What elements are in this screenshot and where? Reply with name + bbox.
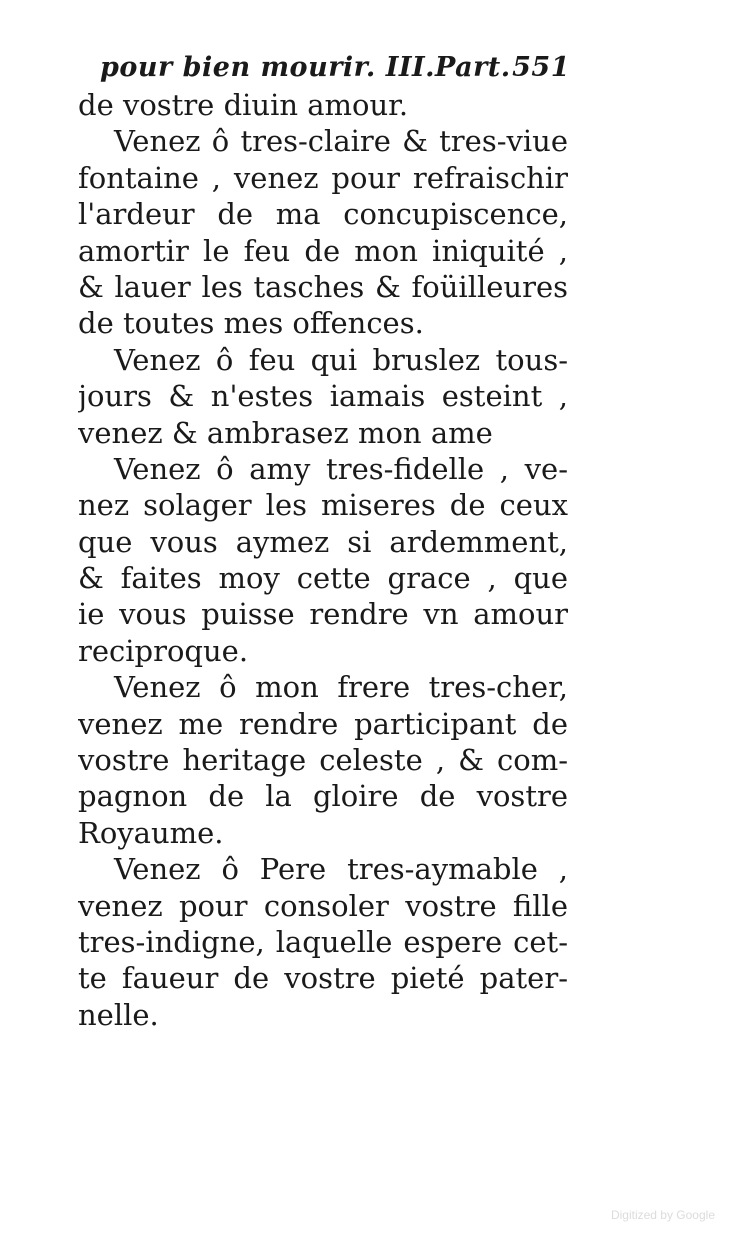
- text-line: reciproque.: [78, 633, 249, 668]
- digitization-watermark: Digitized by Google: [610, 1208, 715, 1222]
- text-line: Venez ô feu qui bruslez tous-: [114, 342, 568, 377]
- text-line: & lauer les tasches & foüilleures: [78, 269, 568, 304]
- page-number: 551: [512, 52, 570, 83]
- text-line: pagnon de la gloire de vostre: [78, 779, 568, 814]
- text-line: Venez ô amy tres-fidelle , ve-: [114, 451, 568, 486]
- text-line: fontaine , venez pour refraischir: [78, 160, 568, 195]
- text-line: jours & n'estes iamais esteint ,: [78, 379, 568, 414]
- text-line: de toutes mes offences.: [78, 306, 424, 341]
- text-line: Venez ô mon frere tres-cher,: [114, 670, 568, 705]
- text-line: & faites moy cette grace , que: [78, 561, 568, 596]
- text-line: nelle.: [78, 997, 159, 1032]
- running-head-title: pour bien mourir. III.Part.: [100, 52, 511, 83]
- body-text: [78, 87, 568, 1033]
- text-line: Royaume.: [78, 815, 224, 850]
- text-line: venez pour consoler vostre fille: [78, 888, 568, 923]
- text-line: venez me rendre participant de: [78, 706, 568, 741]
- text-line: de vostre diuin amour.: [78, 88, 409, 122]
- text-line: te faueur de vostre pieté pater-: [78, 961, 568, 996]
- text-line: ie vous puisse rendre vn amour: [78, 597, 568, 632]
- text-line: que vous aymez si ardemment,: [78, 524, 568, 559]
- text-line: l'ardeur de ma concupiscence,: [78, 197, 568, 232]
- text-line: amortir le feu de mon iniquité ,: [78, 233, 568, 268]
- text-line: nez solager les miseres de ceux: [78, 488, 568, 523]
- running-head: [100, 52, 570, 92]
- text-line: Venez ô Pere tres-aymable ,: [114, 852, 568, 887]
- text-line: venez & ambrasez mon ame: [78, 415, 493, 450]
- text-line: vostre heritage celeste , & com-: [78, 743, 568, 778]
- text-line: tres-indigne, laquelle espere cet-: [78, 924, 568, 959]
- text-line: Venez ô tres-claire & tres-viue: [114, 124, 568, 159]
